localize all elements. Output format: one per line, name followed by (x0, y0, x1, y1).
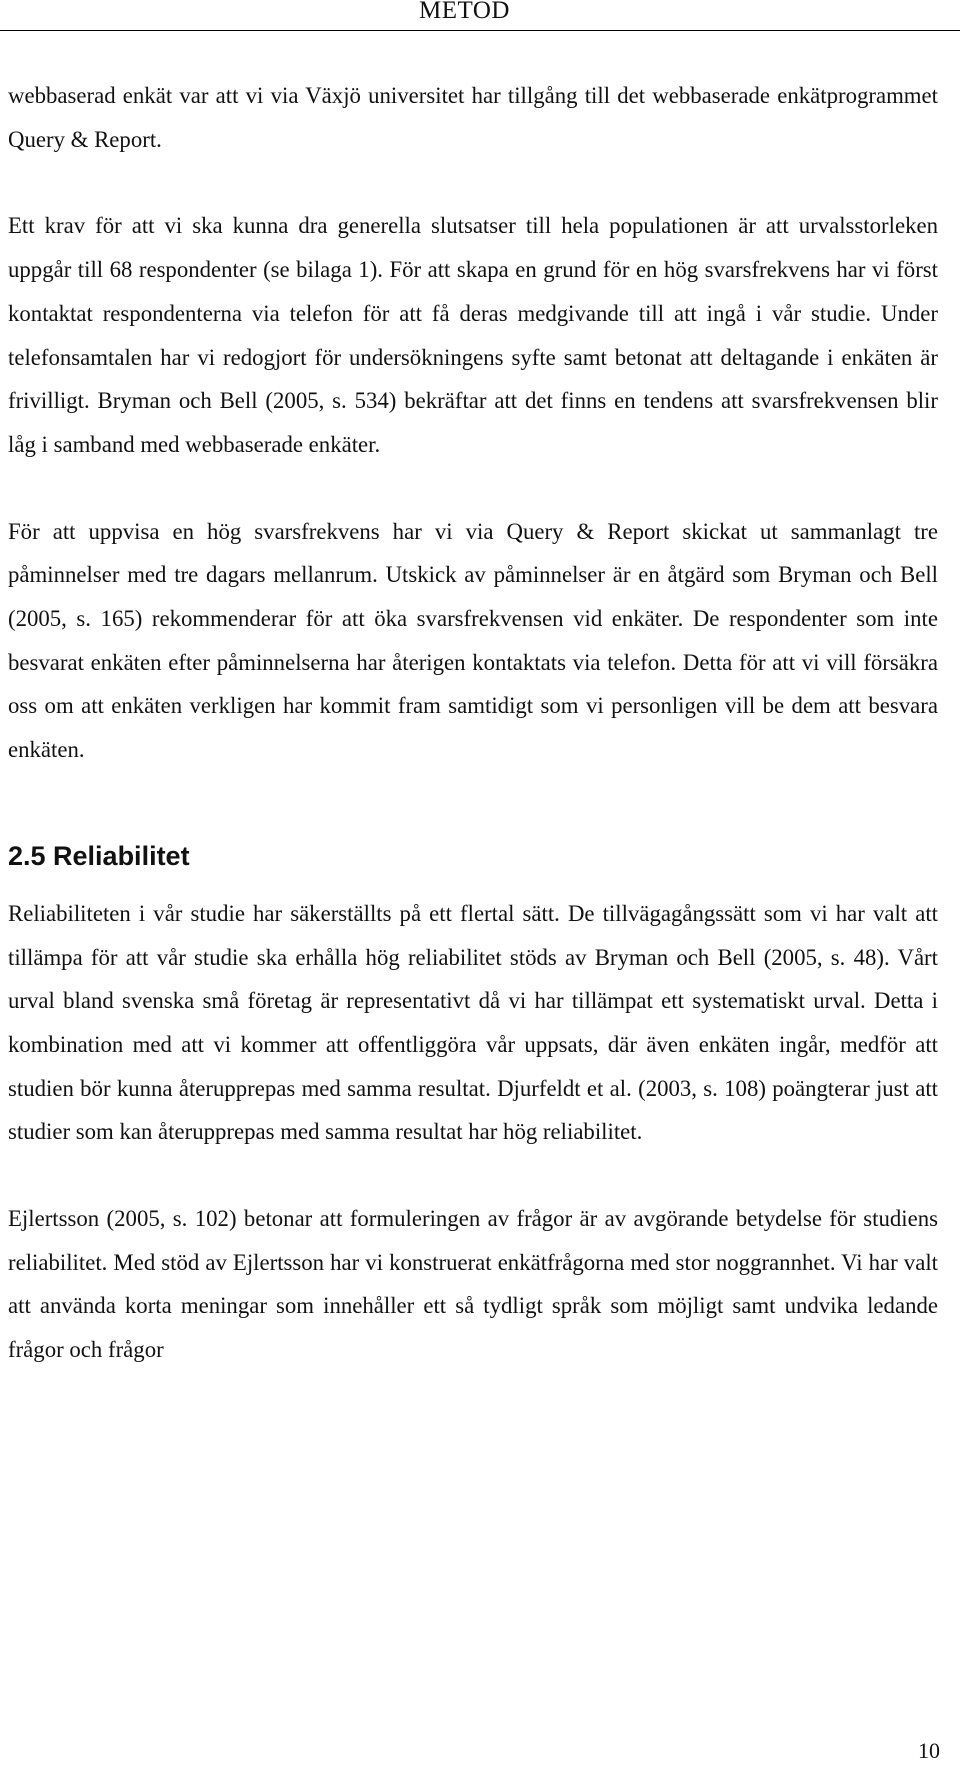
running-header-title: METOD (419, 0, 510, 24)
running-header (0, 0, 960, 31)
section-heading-reliabilitet: 2.5 Reliabilitet (8, 840, 190, 871)
page-number: 10 (918, 1738, 940, 1763)
paragraph-enkat-intro: webbaserad enkät var att vi via Växjö universitet har tillgång till det webbaserade enkätprogrammet Query & Report. (8, 83, 938, 152)
page-content (8, 74, 938, 1372)
paragraph-paminnelser: För att uppvisa en hög svarsfrekvens har vi via Query & Report skickat ut sammanlagt tre påminnelser med tre dagars mellanrum. Utskick av påminnelser är en åtgärd som Bryman och Bell (2005, s. 165) rekommenderar för att öka svarsfrekvensen vid enkäter. De respondenter som inte besvarat enkäten efter påminnelserna har återigen kontaktats via telefon. Detta för att vi vill försäkra oss om att enkäten verkligen har kommit fram samtidigt som vi personligen vill be dem att besvara enkäten. (8, 518, 938, 763)
paragraph-urvalsstorlek: Ett krav för att vi ska kunna dra generella slutsatser till hela populationen är att urvalsstorleken uppgår till 68 respondenter (se bilaga 1). För att skapa en grund för en hög svarsfrekvens har vi först kontaktat respondenterna via telefon för att få deras medgivande till att ingå i vår studie. Under telefonsamtalen har vi redogjort för undersökningens syfte samt betonat att deltagande i enkäten är frivilligt. Bryman och Bell (2005, s. 534) bekräftar att det finns en tendens att svarsfrekvensen blir låg i samband med webbaserade enkäter. (8, 213, 938, 457)
paragraph-reliabilitet: Reliabiliteten i vår studie har säkerställts på ett flertal sätt. De tillvägagångssätt som vi har valt att tillämpa för att vår studie ska erhålla hög reliabilitet stöds av Bryman och Bell (2005, s. 48). Vårt urval bland svenska små företag är representativt då vi har tillämpat ett systematiskt urval. Detta i kombination med att vi kommer att offentliggöra vår uppsats, där även enkäten ingår, medför att studien bör kunna återupprepas med samma resultat. Djurfeldt et al. (2003, s. 108) poängterar just att studier som kan återupprepas med samma resultat har hög reliabilitet. (8, 900, 938, 1145)
paragraph-ejlertsson: Ejlertsson (2005, s. 102) betonar att formuleringen av frågor är av avgörande betydelse för studiens reliabilitet. Med stöd av Ejlertsson har vi konstruerat enkätfrågorna med stor noggrannhet. Vi har valt att använda korta meningar som innehåller ett så tydligt språk som möjligt samt undvika ledande frågor och frågor (8, 1206, 938, 1363)
